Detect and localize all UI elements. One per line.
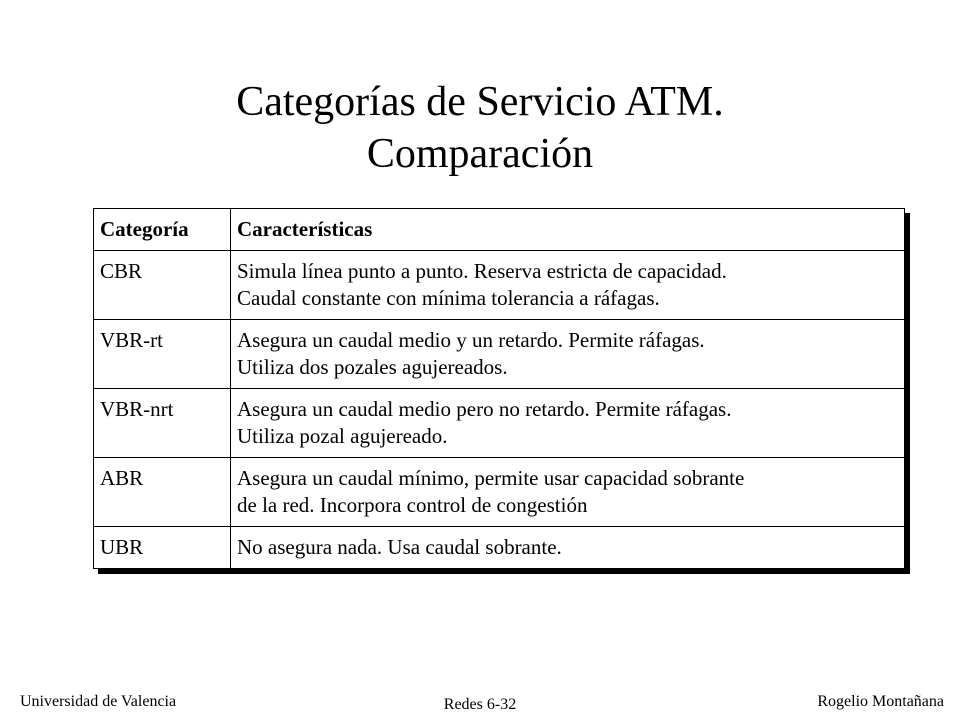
characteristics-line: Caudal constante con mínima tolerancia a ráfagas. — [237, 286, 660, 310]
characteristics-line: Asegura un caudal medio y un retardo. Permite ráfagas. — [237, 328, 705, 352]
row-characteristics — [231, 527, 905, 569]
characteristics-line: de la red. Incorpora control de congestión — [237, 493, 588, 517]
row-category: VBR-rt — [94, 320, 231, 389]
characteristics-line: Asegura un caudal mínimo, permite usar capacidad sobrante — [237, 466, 745, 490]
title-line-2: Comparación — [366, 131, 594, 177]
header-characteristics: Características — [231, 209, 905, 251]
table-row — [94, 527, 905, 569]
footer-institution: Universidad de Valencia — [20, 693, 177, 710]
row-characteristics — [231, 251, 905, 320]
comparison-table — [93, 208, 905, 569]
footer-slide-number: Redes 6-32 — [443, 696, 517, 713]
characteristics-line: Utiliza dos pozales agujereados. — [237, 355, 508, 379]
table-row — [94, 458, 905, 527]
characteristics-line: Utiliza pozal agujereado. — [237, 424, 448, 448]
row-characteristics — [231, 320, 905, 389]
header-category: Categoría — [94, 209, 231, 251]
characteristics-line: Simula línea punto a punto. Reserva estricta de capacidad. — [237, 259, 727, 283]
title-line-1: Categorías de Servicio ATM. — [236, 79, 724, 125]
characteristics-line: Asegura un caudal medio pero no retardo. Permite ráfagas. — [237, 397, 732, 421]
comparison-table-container — [93, 208, 905, 569]
table-row — [94, 320, 905, 389]
row-category: ABR — [94, 458, 231, 527]
row-category: CBR — [94, 251, 231, 320]
row-category: UBR — [94, 527, 231, 569]
row-characteristics — [231, 389, 905, 458]
slide-title — [0, 76, 960, 180]
table-header-row — [94, 209, 905, 251]
table-row — [94, 389, 905, 458]
row-characteristics — [231, 458, 905, 527]
table-row — [94, 251, 905, 320]
characteristics-line: No asegura nada. Usa caudal sobrante. — [237, 535, 562, 559]
row-category: VBR-nrt — [94, 389, 231, 458]
footer-author: Rogelio Montañana — [817, 693, 944, 710]
